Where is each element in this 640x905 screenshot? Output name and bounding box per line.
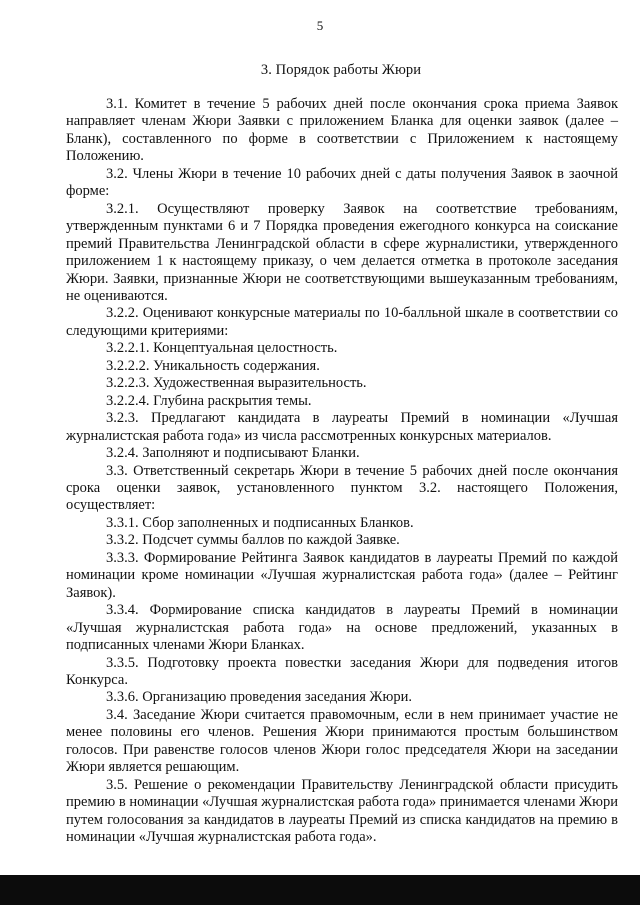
paragraph-3-2-2: 3.2.2. Оценивают конкурсные материалы по 10-балльной шкале в соответствии со следующими критериями: [66, 305, 618, 339]
paragraph-3-2-3: 3.2.3. Предлагают кандидата в лауреаты Премий в номинации «Лучшая журналистская работа года» из числа рассмотренных конкурсных материалов. [66, 410, 618, 444]
criterion-3-2-2-4: 3.2.2.4. Глубина раскрытия темы. [106, 392, 312, 409]
paragraph-3-3-6: 3.3.6. Организацию проведения заседания Жюри. [106, 689, 413, 706]
page-number: 5 [316, 18, 324, 33]
paragraph-3-3-1: 3.3.1. Сбор заполненных и подписанных Бланков. [106, 514, 414, 531]
paragraph-3-2-4: 3.2.4. Заполняют и подписывают Бланки. [106, 445, 360, 462]
paragraph-3-2: 3.2. Члены Жюри в течение 10 рабочих дней с даты получения Заявок в заочной форме: [66, 165, 618, 200]
section-title: 3. Порядок работы Жюри [260, 62, 422, 78]
document-body [66, 96, 618, 846]
paragraph-3-3-2: 3.3.2. Подсчет суммы баллов по каждой Заявке. [106, 532, 400, 549]
paragraph-3-1: 3.1. Комитет в течение 5 рабочих дней после окончания срока приема Заявок направляет членам Жюри Заявки с приложением Бланка для оценки заявок (далее – Бланк), составленного по форме в соответствии с Приложением к настоящему Положению. [66, 96, 618, 165]
paragraph-3-5: 3.5. Решение о рекомендации Правительству Ленинградской области присудить премию в номинации «Лучшая журналистская работа года» принимается членами Жюри путем голосования за кандидатов в лауреаты Премий из списка кандидатов на премию в номинации «Лучшая журналистская работа года». [66, 776, 618, 846]
criterion-3-2-2-2: 3.2.2.2. Уникальность содержания. [106, 357, 320, 374]
paragraph-3-3: 3.3. Ответственный секретарь Жюри в течение 5 рабочих дней после окончания срока оценки заявок, установленного пунктом 3.2. настоящего Положения, осуществляет: [66, 462, 618, 514]
scan-bottom-edge [0, 875, 640, 905]
paragraph-3-3-5: 3.3.5. Подготовку проекта повестки заседания Жюри для подведения итогов Конкурса. [66, 654, 618, 688]
criterion-3-2-2-3: 3.2.2.3. Художественная выразительность. [106, 375, 367, 392]
criterion-3-2-2-1: 3.2.2.1. Концептуальная целостность. [106, 340, 338, 357]
paragraph-3-3-3: 3.3.3. Формирование Рейтинга Заявок кандидатов в лауреаты Премий по каждой номинации кроме номинации «Лучшая журналистская работа года» (далее – Рейтинг Заявок). [66, 549, 618, 601]
paragraph-3-2-1: 3.2.1. Осуществляют проверку Заявок на соответствие требованиям, утвержденным пунктами 6 и 7 Порядка проведения ежегодного конкурса на соискание премий Правительства Ленинградской области в сфере журналистики, утвержденного приложением 1 к настоящему приказу, о чем делается отметка в протоколе заседания Жюри. Заявки, признанные Жюри не соответствующими вышеуказанным требованиям, не оцениваются. [66, 200, 618, 304]
paragraph-3-4: 3.4. Заседание Жюри считается правомочным, если в нем принимает участие не менее половины его членов. Решения Жюри принимаются простым большинством голосов. При равенстве голосов членов Жюри голос председателя Жюри на заседании Жюри является решающим. [66, 706, 618, 776]
paragraph-3-3-4: 3.3.4. Формирование списка кандидатов в лауреаты Премий в номинации «Лучшая журналистская работа года» на основе предложений, указанных в подписанных членами Жюри Бланках. [66, 602, 618, 654]
